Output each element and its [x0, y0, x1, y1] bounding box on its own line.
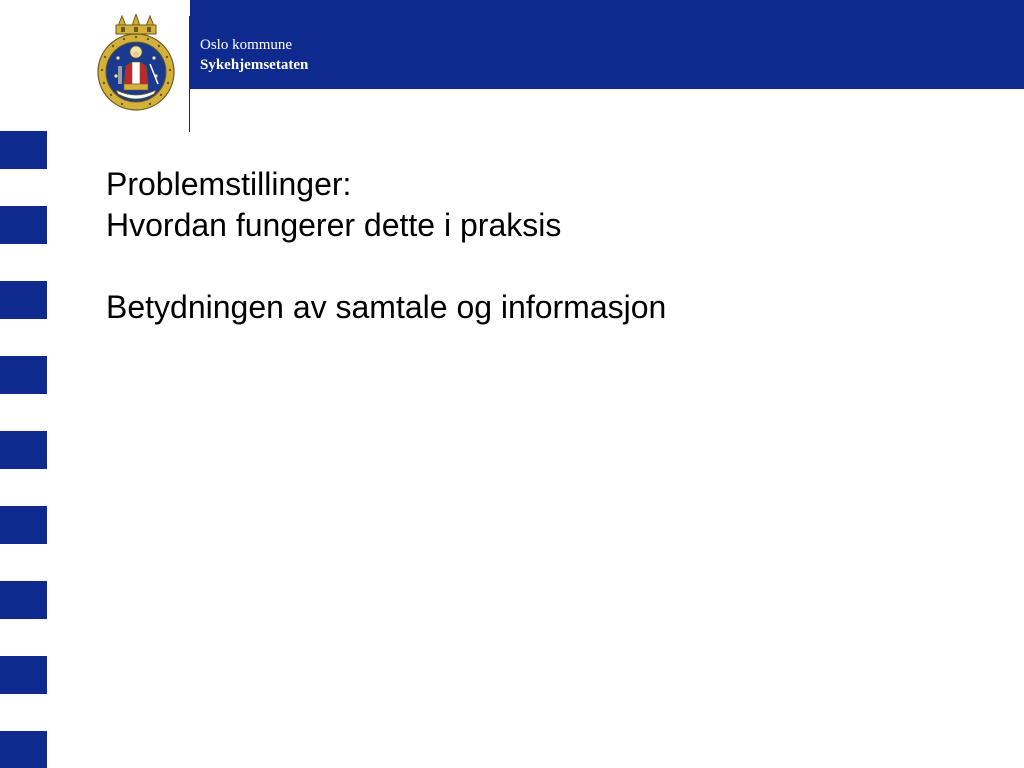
header-divider	[189, 16, 190, 132]
side-stripe	[0, 131, 47, 169]
side-stripe	[0, 731, 47, 768]
org-name: Oslo kommune	[200, 37, 293, 53]
side-stripe	[0, 581, 47, 619]
side-stripes	[0, 0, 47, 768]
body-line-samtale: Betydningen av samtale og informasjon	[106, 289, 667, 325]
agency-name: Sykehjemsetaten	[200, 57, 309, 73]
oslo-coat-of-arms-icon	[94, 14, 178, 118]
side-stripe	[0, 356, 47, 394]
side-stripe	[0, 206, 47, 244]
side-stripe	[0, 431, 47, 469]
slide-body	[106, 164, 666, 328]
side-stripe	[0, 281, 47, 319]
side-stripe	[0, 656, 47, 694]
body-line-praksis: Hvordan fungerer dette i praksis	[106, 207, 562, 243]
header-text	[200, 35, 308, 75]
spacer	[106, 246, 666, 287]
side-stripe	[0, 506, 47, 544]
header-band	[190, 0, 1024, 89]
body-line-problemstillinger: Problemstillinger:	[106, 166, 352, 202]
